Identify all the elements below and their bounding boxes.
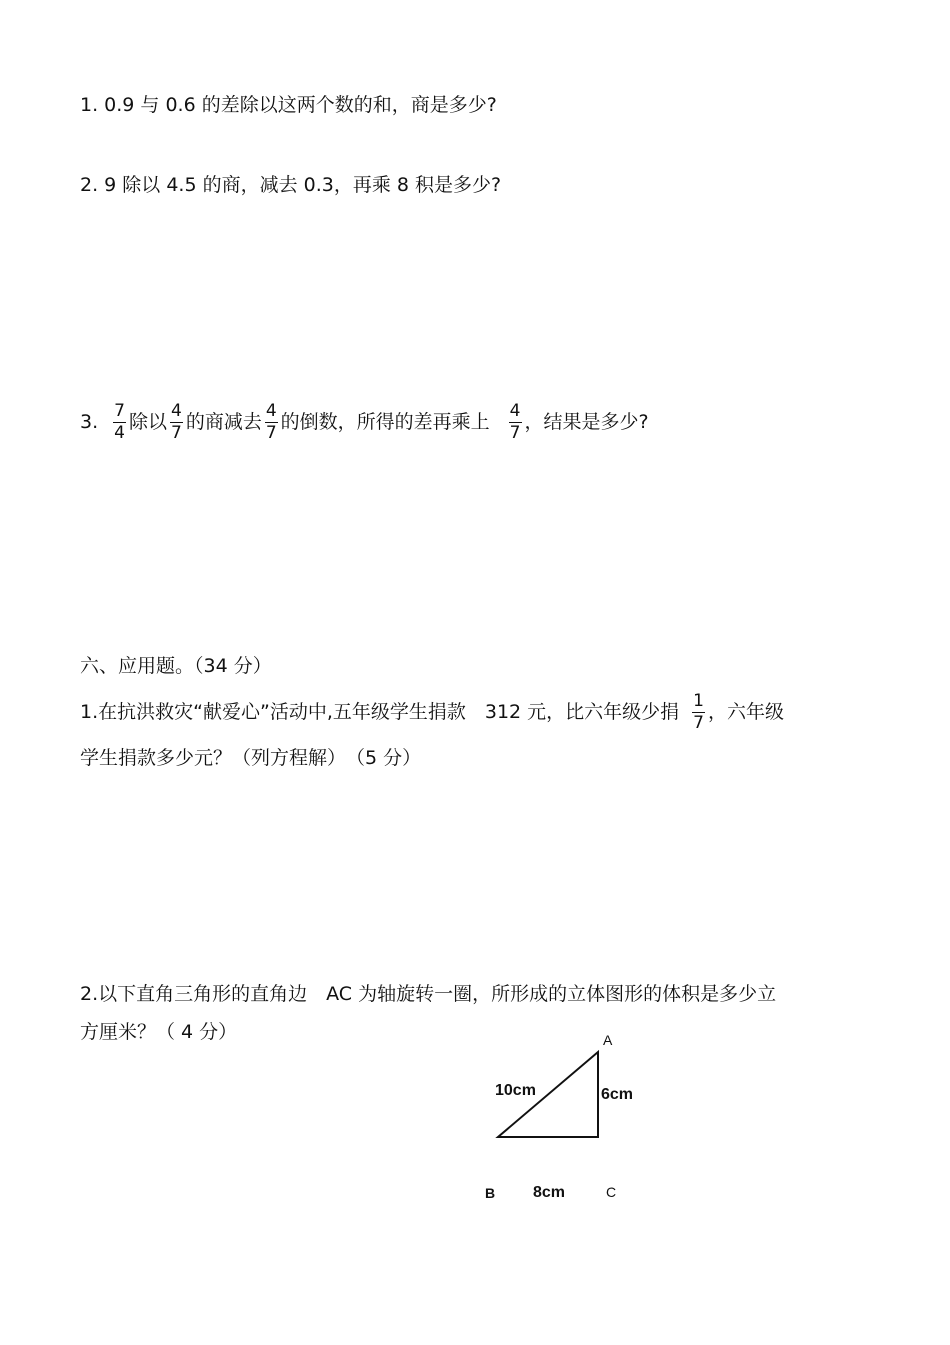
fraction-1-7: $\frac{1}{7}$ bbox=[693, 691, 704, 733]
question-2-text: 2. 9 除以 4.5 的商，减去 0.3，再乘 8 积是多少? bbox=[80, 174, 502, 196]
fraction-7-4: $\frac{7}{4}$ bbox=[114, 401, 125, 443]
hypotenuse-label: 10cm bbox=[495, 1082, 536, 1099]
question-1-text: 1. 0.9 与 0.6 的差除以这两个数的和，商是多少? bbox=[80, 94, 497, 116]
vertex-b-label: B bbox=[485, 1185, 496, 1201]
fraction-4-7-c: $\frac{4}{7}$ bbox=[509, 401, 521, 443]
question-3-number: 3. bbox=[80, 411, 99, 433]
question-3: 3. $\frac{7}{4}$ 除以 $\frac{4}{7}$ 的商减去 $\frac{4}{7}$ 的倒数，所得的差再乘上 $\frac{4}{7}$ ，结果是多少? bbox=[80, 401, 649, 443]
side-bc-label: 8cm bbox=[533, 1184, 566, 1201]
application-1-line-1: 1.在抗洪救灾“献爱心”活动中,五年级学生捐款 312 元，比六年级少捐 $\frac{1}{7}$ ，六年级 bbox=[80, 691, 785, 733]
application-2-line-1: 2.以下直角三角形的直角边 AC 为轴旋转一圈，所形成的立体图形的体积是多少立 bbox=[80, 983, 777, 1005]
application-1-line-2: 学生捐款多少元？（列方程解） （5 分） bbox=[80, 747, 422, 769]
vertex-c-label: C bbox=[606, 1184, 617, 1200]
side-ac-label: 6cm bbox=[601, 1086, 634, 1103]
fraction-4-7-b: $\frac{4}{7}$ bbox=[265, 401, 277, 443]
application-2-line-2: 方厘米？（ 4 分） bbox=[80, 1021, 238, 1043]
section-6-title: 六、应用题。（34 分） bbox=[80, 655, 272, 677]
fraction-4-7-a: $\frac{4}{7}$ bbox=[170, 401, 182, 443]
vertex-a-label: A bbox=[603, 1032, 613, 1048]
